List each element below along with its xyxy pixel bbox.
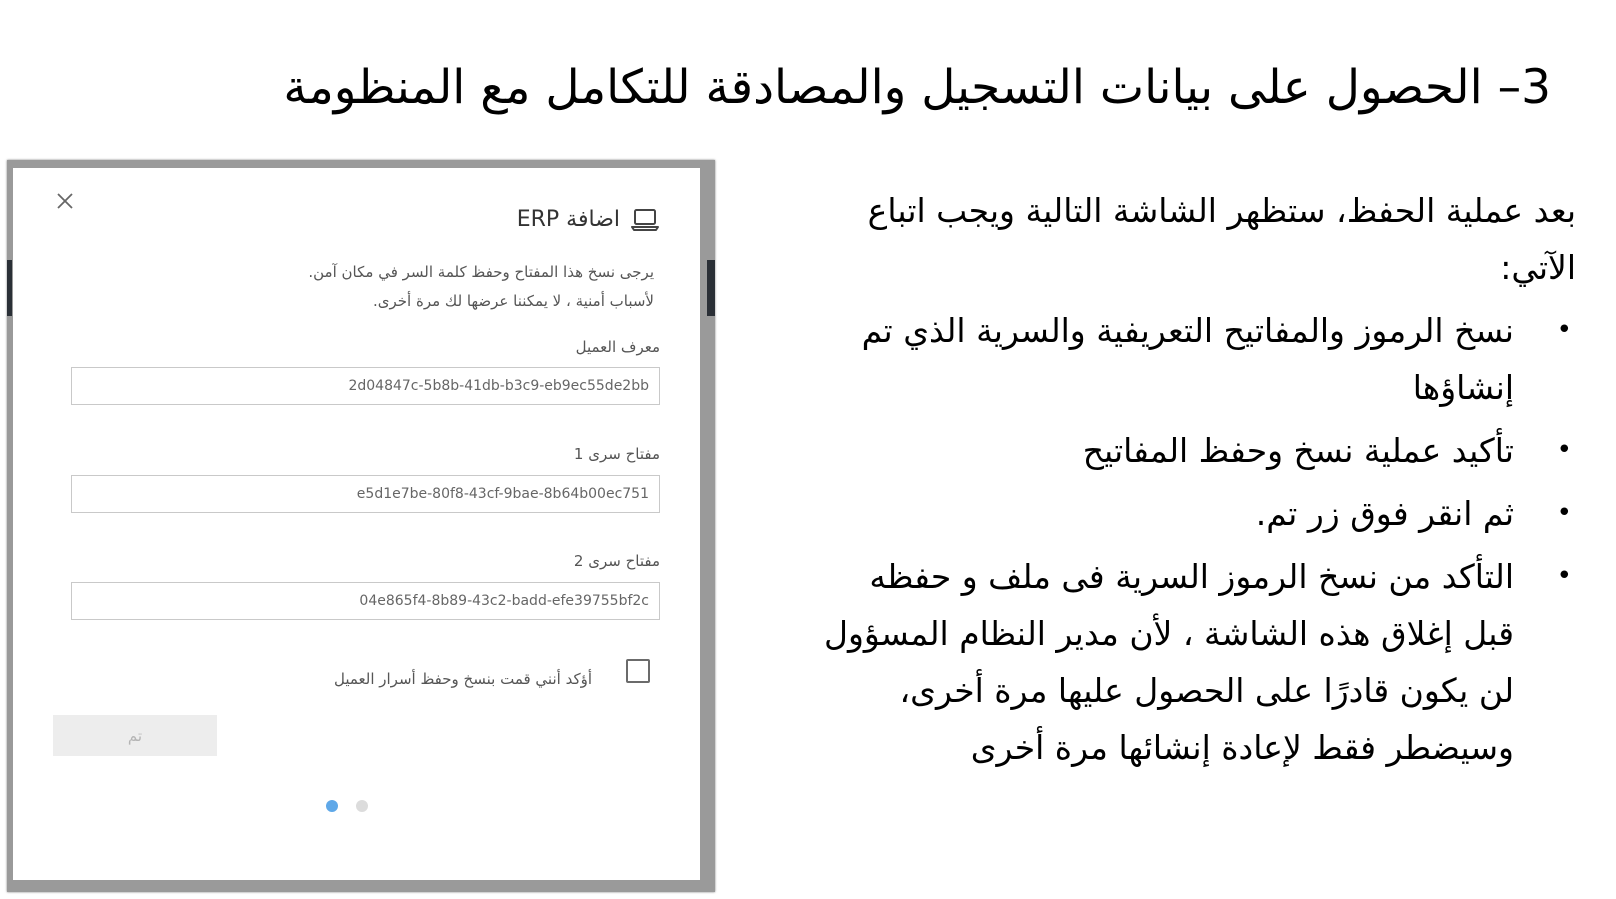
close-icon[interactable] — [55, 191, 75, 211]
laptop-icon — [630, 206, 660, 232]
secret-key-2-field[interactable] — [71, 582, 660, 620]
done-button[interactable]: تم — [53, 715, 217, 756]
client-id-field[interactable] — [71, 367, 660, 405]
instructions-intro: بعد عملية الحفظ، ستظهر الشاشة التالية ويجب اتباع الآتي: — [867, 191, 1576, 287]
confirm-checkbox[interactable] — [626, 659, 650, 683]
list-item — [816, 548, 1576, 776]
add-erp-dialog — [13, 168, 700, 880]
instructions — [816, 182, 1576, 782]
security-note — [94, 258, 654, 316]
instructions-list — [816, 302, 1576, 776]
bullet-icon: • — [1556, 315, 1572, 345]
list-item-text: التأكد من نسخ الرموز السرية فى ملف و حفظه قبل إغلاق هذه الشاشة ، لأن مدير النظام المسؤول لن يكون قادرًا على الحصول عليها مرة أخرى، وسيضطر فقط لإعادة إنشائها مرة أخرى — [824, 557, 1514, 767]
client-id-label: معرف العميل — [575, 338, 660, 356]
pager-dot[interactable] — [356, 800, 368, 812]
bullet-icon: • — [1556, 435, 1572, 465]
background-app-edge — [707, 260, 715, 316]
dialog-header — [517, 206, 660, 232]
secret-key-1-field[interactable] — [71, 475, 660, 513]
list-item-text: ثم انقر فوق زر تم. — [1255, 494, 1514, 533]
security-note-line: لأسباب أمنية ، لا يمكننا عرضها لك مرة أخرى. — [373, 292, 654, 310]
bullet-icon: • — [1556, 561, 1572, 591]
list-item — [816, 302, 1576, 416]
security-note-line: يرجى نسخ هذا المفتاح وحفظ كلمة السر في مكان آمن. — [308, 263, 654, 281]
secret-key-2-label: مفتاح سرى 2 — [573, 552, 660, 570]
secret-key-1-label: مفتاح سرى 1 — [573, 445, 660, 463]
list-item-text: نسخ الرموز والمفاتيح التعريفية والسرية الذي تم إنشاؤها — [861, 311, 1514, 407]
pager — [326, 800, 368, 812]
pager-dot[interactable] — [326, 800, 338, 812]
list-item-text: تأكيد عملية نسخ وحفظ المفاتيح — [1082, 431, 1514, 470]
bullet-icon: • — [1556, 498, 1572, 528]
dialog-title: اضافة ERP — [516, 206, 620, 232]
list-item — [816, 485, 1576, 542]
screenshot-frame — [7, 160, 715, 892]
background-app-edge — [7, 260, 12, 316]
list-item — [816, 422, 1576, 479]
confirm-label: أؤكد أنني قمت بنسخ وحفظ أسرار العميل — [333, 670, 592, 688]
confirm-row — [334, 654, 650, 688]
slide-title: 3– الحصول على بيانات التسجيل والمصادقة للتكامل مع المنظومة — [283, 60, 1551, 115]
